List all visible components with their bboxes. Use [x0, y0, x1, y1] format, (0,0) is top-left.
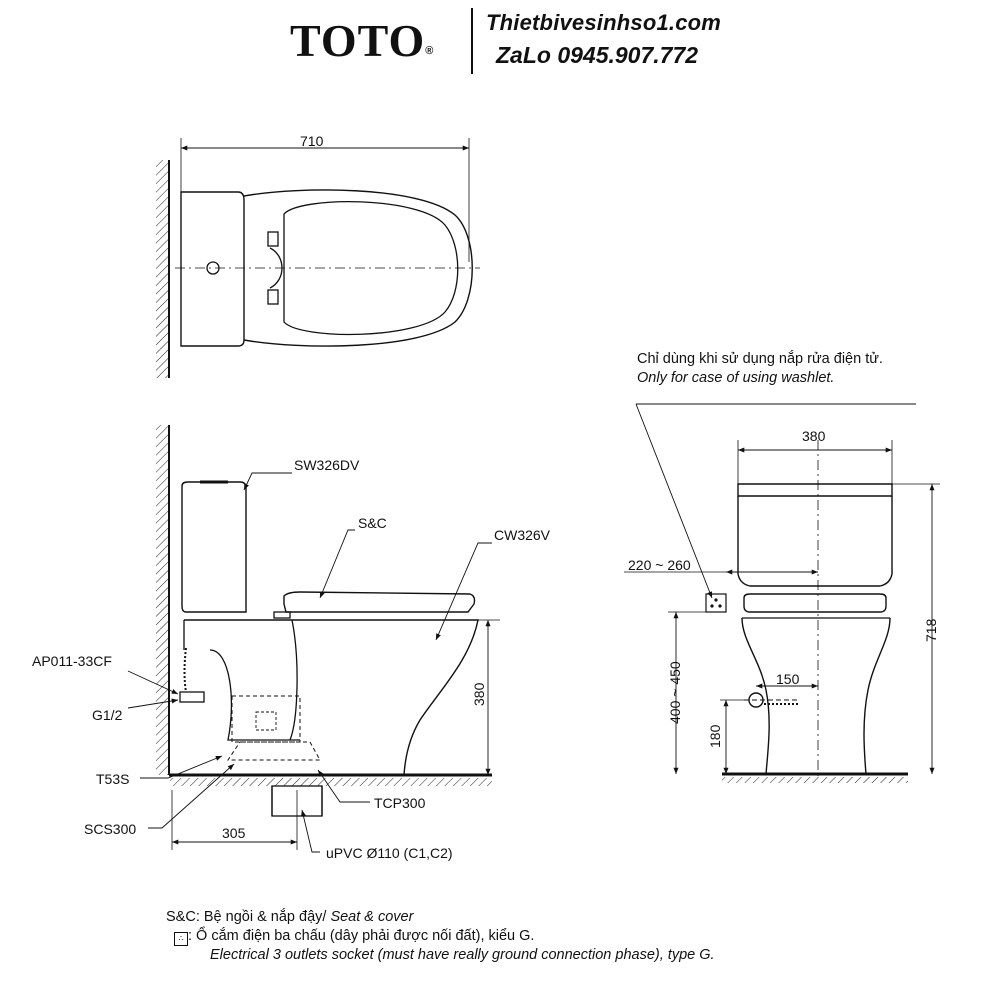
seat-height-value: 380 — [471, 682, 487, 706]
bowl-model-label: CW326V — [494, 527, 551, 543]
legend-socket — [166, 927, 715, 946]
website-text: Thietbivesinhso1.com — [486, 10, 722, 35]
legend-sc-en: Seat & cover — [330, 909, 414, 925]
legend-socket-vi: : Ổ cắm điện ba chấu (dây phải được nối đất), kiểu G. — [188, 928, 535, 944]
registered-mark: ® — [425, 45, 435, 57]
thread-size-label: G1/2 — [92, 707, 123, 723]
pipe-spec-label: uPVC Ø110 (C1,C2) — [326, 845, 453, 861]
side-view-labels — [32, 133, 551, 861]
seat-cover-label: S&C — [358, 515, 387, 531]
tcp300-label: TCP300 — [374, 795, 426, 811]
top-wall-hatch — [156, 160, 168, 378]
legend-seat-cover — [166, 908, 715, 927]
front-view — [624, 404, 940, 783]
washlet-note-vi: Chỉ dùng khi sử dụng nắp rửa điện tử. — [637, 351, 883, 367]
legend-sc-text: S&C: Bệ ngồi & nắp đậy/ — [166, 909, 331, 925]
scs300-label: SCS300 — [84, 821, 137, 837]
valve-model-label: AP011-33CF — [32, 653, 112, 669]
total-height-value: 718 — [923, 618, 939, 642]
legend-socket-en-row — [166, 946, 715, 965]
washlet-note-en: Only for case of using washlet. — [637, 370, 835, 386]
inlet-offset-value: 150 — [776, 671, 800, 687]
inlet-height-value: 180 — [707, 724, 723, 748]
front-width-value: 380 — [802, 428, 826, 444]
socket-offset-value: 220 ~ 260 — [628, 557, 691, 573]
legend-socket-en: Electrical 3 outlets socket (must have really ground connection phase), type G. — [210, 947, 715, 963]
outlet-distance-value: 305 — [222, 825, 246, 841]
tank-model-label: SW326DV — [294, 457, 360, 473]
washlet-note — [637, 350, 883, 388]
socket-height-value: 400 ~ 450 — [667, 661, 683, 724]
contact-text: ZaLo 0945.907.772 — [496, 42, 699, 68]
legend — [166, 908, 715, 965]
top-view — [156, 138, 480, 378]
top-width-value: 710 — [300, 133, 324, 149]
side-view — [128, 425, 500, 852]
brand-name: TOTO — [290, 15, 426, 66]
socket-symbol-icon: ∴ — [174, 932, 188, 946]
t53s-label: T53S — [96, 771, 130, 787]
socket-icon — [706, 594, 726, 612]
